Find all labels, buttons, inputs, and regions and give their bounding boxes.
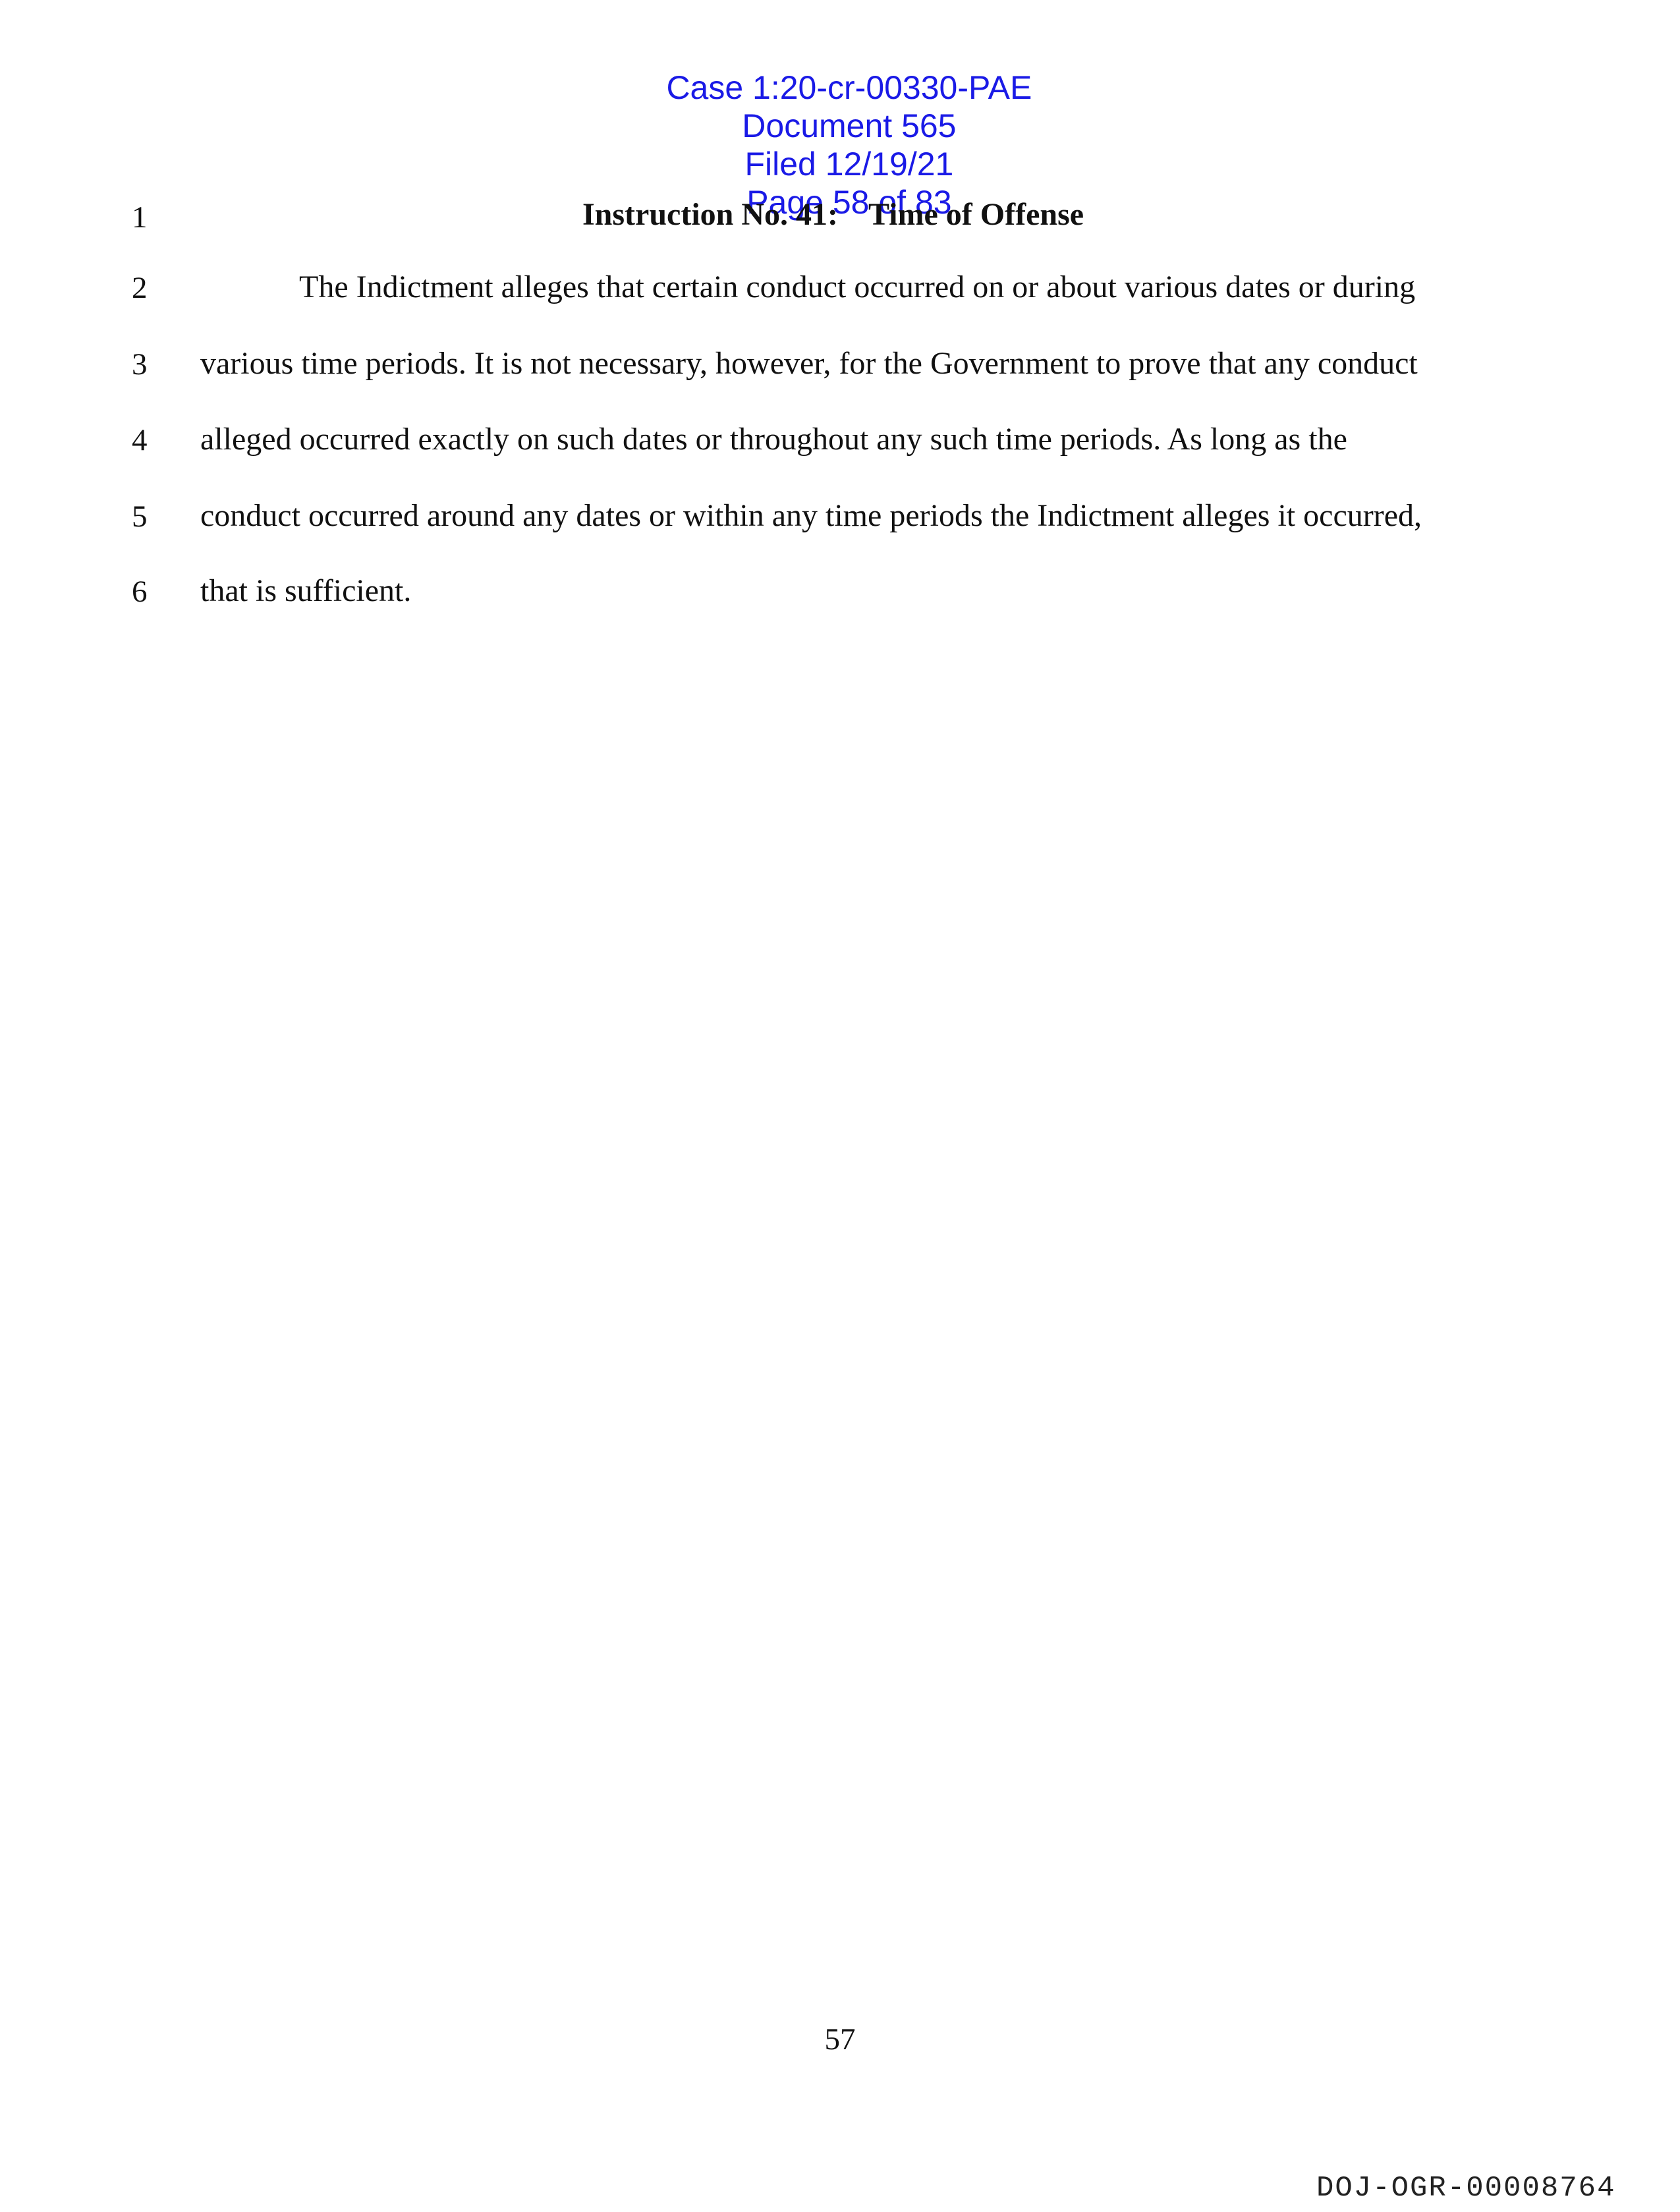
instruction-number: Instruction No. 41: bbox=[582, 197, 839, 232]
body-line: alleged occurred exactly on such dates or throughout any such time periods. As long as the bbox=[200, 422, 1347, 457]
body-line: conduct occurred around any dates or within any time periods the Indictment alleges it occurred, bbox=[200, 498, 1422, 533]
body-line: The Indictment alleges that certain conduct occurred on or about various dates or during bbox=[299, 269, 1416, 304]
line-number: 6 bbox=[132, 575, 148, 609]
bates-number: DOJ-OGR-00008764 bbox=[1316, 2172, 1616, 2205]
case-number: Case 1:20-cr-00330-PAE bbox=[666, 69, 1032, 106]
line-number: 5 bbox=[132, 499, 148, 534]
filed-date: Filed 12/19/21 bbox=[744, 146, 954, 183]
document-number: Document 565 bbox=[742, 107, 957, 144]
body-line: that is sufficient. bbox=[200, 573, 412, 608]
line-number: 4 bbox=[132, 423, 148, 457]
instruction-subject: Time of Offense bbox=[868, 197, 1084, 232]
page-count: Page 58 of 83 bbox=[746, 184, 952, 221]
section-title bbox=[582, 196, 1084, 233]
ecf-header bbox=[0, 30, 1680, 221]
line-number: 1 bbox=[132, 200, 148, 235]
body-line: various time periods. It is not necessary, however, for the Government to prove that any conduct bbox=[200, 346, 1418, 381]
page-number: 57 bbox=[824, 2022, 856, 2056]
line-number: 3 bbox=[132, 347, 148, 382]
line-number: 2 bbox=[132, 271, 148, 305]
